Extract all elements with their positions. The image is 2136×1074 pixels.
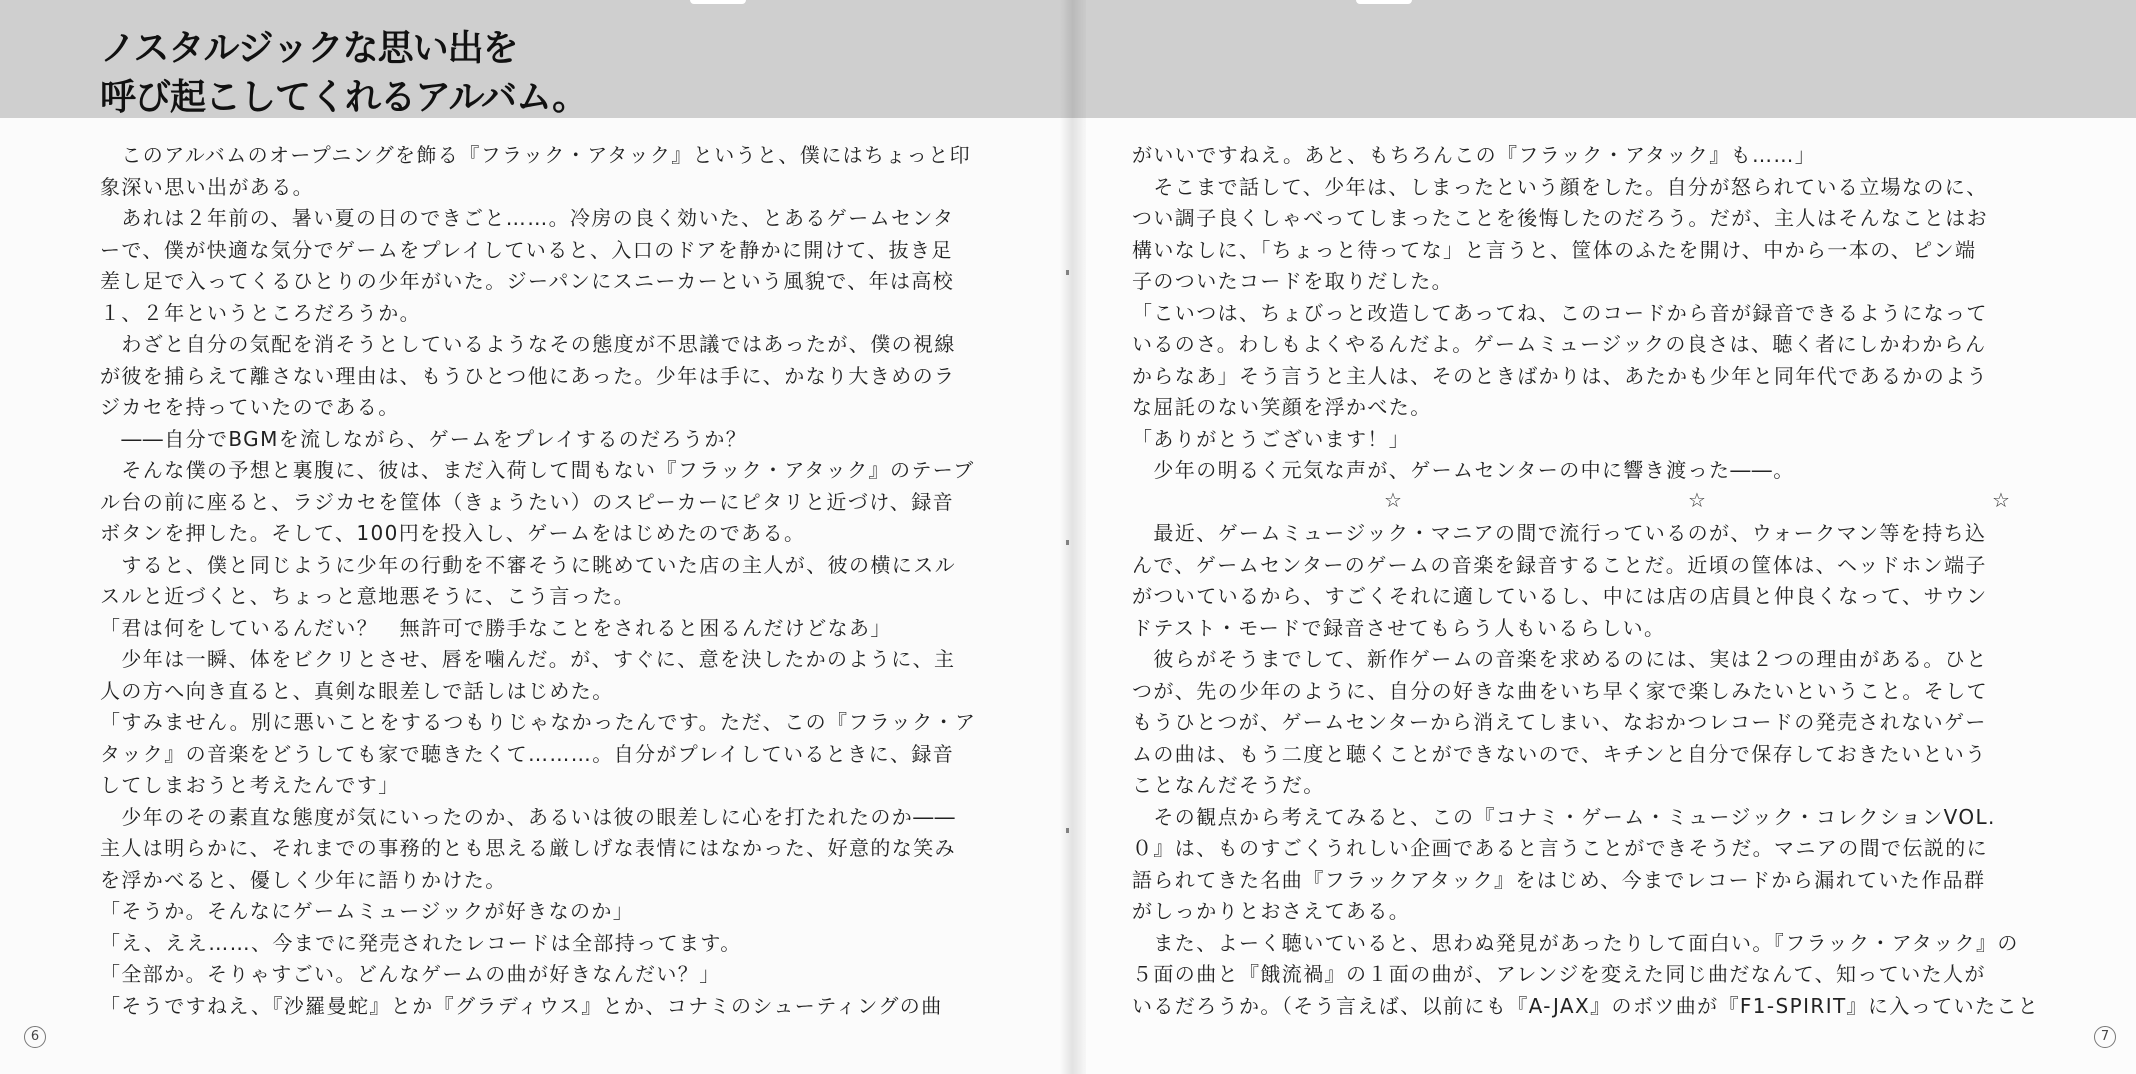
page-number-right: 7 <box>2094 1026 2116 1048</box>
text-line: 構いなしに、「ちょっと待ってな」と言うと、筐体のふたを開け、中から一本の、ピン端 <box>1132 237 1977 262</box>
text-line <box>1132 487 2039 519</box>
page-number-left: 6 <box>24 1026 46 1048</box>
text-line: ボタンを押した。そして、100円を投入し、ゲームをはじめたのである。 <box>100 521 806 545</box>
text-line: 人の方へ向き直ると、真剣な眼差しで話しはじめた。 <box>100 678 614 703</box>
text-line: 「すみません。別に悪いことをするつもりじゃなかったんです。ただ、この『フラック・ア <box>100 710 977 734</box>
article-body-left <box>100 140 976 1022</box>
text-line: がいいですねえ。あと、もちろんこの『フラック・アタック』も……」 <box>1132 143 1817 167</box>
text-line: スルと近づくと、ちょっと意地悪そうに、こう言った。 <box>100 584 635 608</box>
text-line: １、２年というところだろうか。 <box>100 300 421 325</box>
text-line: その観点から考えてみると、この『コナミ・ゲーム・ミュージック・コレクションVOL. <box>1132 804 1996 829</box>
text-line: 「君は何をしているんだい？ 無許可で勝手なことをされると困るんだけどなあ」 <box>100 615 892 640</box>
text-line: ５面の曲と『餓流禍』の１面の曲が、アレンジを変えた同じ曲だなんて、知っていた人が <box>1132 962 1986 986</box>
text-line: 主人は明らかに、それまでの事務的とも思える厳しげな表情にはなかった、好意的な笑み <box>100 836 956 860</box>
title-line-1: ノスタルジックな思い出を <box>100 28 518 69</box>
text-line: な屈託のない笑顔を浮かべた。 <box>1132 395 1432 419</box>
text-line: わざと自分の気配を消そうとしているようなその態度が不思議ではあったが、僕の視線 <box>100 332 956 356</box>
text-line: つい調子良くしゃべってしまったことを後悔したのだろう。だが、主人はそんなことはお <box>1132 206 1988 230</box>
text-line: 「そうですねえ、『沙羅曼蛇』とか『グラディウス』とか、コナミのシューティングの曲 <box>100 993 943 1018</box>
text-line: 「ありがとうございます！」 <box>1132 426 1411 451</box>
text-line: 「こいつは、ちょびっと改造してあってね、このコードから音が録音できるようになって <box>1132 300 1988 325</box>
text-line: してしまおうと考えたんです」 <box>100 773 400 797</box>
text-line: すると、僕と同じように少年の行動を不審そうに眺めていた店の主人が、彼の横にスル <box>100 552 956 577</box>
booklet-edge <box>690 0 746 4</box>
text-line: がついているから、すごくそれに適しているし、中には店の店員と仲良くなって、サウン <box>1132 584 1988 608</box>
text-line: が彼を捕らえて離さない理由は、もうひとつ他にあった。少年は手に、かなり大きめのラ <box>100 363 956 388</box>
star-ornament: ☆ <box>1992 488 2010 512</box>
text-line: いるのさ。わしもよくやるんだよ。ゲームミュージックの良さは、聴く者にしかわからん <box>1132 332 1987 356</box>
right-page <box>1072 0 2136 1074</box>
text-line: 少年のその素直な態度が気にいったのか、あるいは彼の眼差しに心を打たれたのか―― <box>100 804 956 829</box>
booklet-edge <box>1356 0 1412 4</box>
text-line: 少年は一瞬、体をビクリとさせ、唇を噛んだ。が、すぐに、意を決したかのように、主 <box>100 647 956 671</box>
text-line: また、よーく聴いていると、思わぬ発見があったりして面白い。『フラック・アタック』の <box>1132 930 2019 955</box>
header-band <box>1072 0 2136 118</box>
star-ornament: ☆ <box>1688 488 1706 512</box>
text-line: 差し足で入ってくるひとりの少年がいた。ジーパンにスニーカーという風貌で、年は高校 <box>100 269 955 293</box>
text-line: からなあ」そう言うと主人は、そのときばかりは、あたかも少年と同年代であるかのよう <box>1132 363 1988 388</box>
text-line: つが、先の少年のように、自分の好きな曲をいち早く家で楽しみたいということ。そして <box>1132 678 1988 703</box>
page-title <box>100 24 587 122</box>
text-line: このアルバムのオープニングを飾る『フラック・アタック』というと、僕にはちょっと印 <box>100 143 971 167</box>
text-line: 最近、ゲームミュージック・マニアの間で流行っているのが、ウォークマン等を持ち込 <box>1132 521 1987 545</box>
text-line: ジカセを持っていたのである。 <box>100 395 400 419</box>
text-line: 「全部か。そりゃすごい。どんなゲームの曲が好きなんだい？」 <box>100 962 721 986</box>
text-line: がしっかりとおさえてある。 <box>1132 899 1411 923</box>
text-line: もうひとつが、ゲームセンターから消えてしまい、なおかつレコードの発売されないゲー <box>1132 710 1987 734</box>
text-line: いるだろうか。（そう言えば、以前にも『A-JAX』のボツ曲が『F1-SPIRIT』に入っていたこと <box>1132 993 2040 1018</box>
text-line: あれは２年前の、暑い夏の日のできごと……。冷房の良く効いた、とあるゲームセンタ <box>100 206 955 230</box>
text-line: 「そうか。そんなにゲームミュージックが好きなのか」 <box>100 899 635 923</box>
title-line-2: 呼び起こしてくれるアルバム。 <box>100 77 588 118</box>
page-gutter <box>1060 0 1086 1074</box>
text-line: 子のついたコードを取りだした。 <box>1132 269 1453 293</box>
text-line: 少年の明るく元気な声が、ゲームセンターの中に響き渡った――。 <box>1132 458 1795 482</box>
text-line: タック』の音楽をどうしても家で聴きたくて………。自分がプレイしているときに、録音 <box>100 741 955 766</box>
text-line: そこまで話して、少年は、しまったという顔をした。自分が怒られている立場なのに、 <box>1132 174 1988 199</box>
text-line: ドテスト・モードで録音させてもらう人もいるらしい。 <box>1132 615 1666 640</box>
text-line: を浮かべると、優しく少年に語りかけた。 <box>100 867 507 892</box>
article-body-right <box>1132 140 2039 1022</box>
text-line: ――自分でBGMを流しながら、ゲームをプレイするのだろうか？ <box>100 426 748 451</box>
star-ornament: ☆ <box>1384 488 1402 512</box>
text-line: 彼らがそうまでして、新作ゲームの音楽を求めるのには、実は２つの理由がある。ひと <box>1132 647 1988 671</box>
text-line: 語られてきた名曲『フラックアタック』をはじめ、今までレコードから漏れていた作品群 <box>1132 867 1986 892</box>
text-line: ことなんだそうだ。 <box>1132 773 1325 797</box>
text-line: そんな僕の予想と裏腹に、彼は、まだ入荷して間もない『フラック・アタック』のテーブ <box>100 458 975 482</box>
text-line: んで、ゲームセンターのゲームの音楽を録音することだ。近頃の筐体は、ヘッドホン端子 <box>1132 552 1987 577</box>
text-line: 象深い思い出がある。 <box>100 174 314 199</box>
text-line: ーで、僕が快適な気分でゲームをプレイしていると、入口のドアを静かに開けて、抜き足 <box>100 237 953 262</box>
text-line: ル台の前に座ると、ラジカセを筐体（きょうたい）のスピーカーにピタリと近づけ、録音 <box>100 489 954 514</box>
text-line: ムの曲は、もう二度と聴くことができないので、キチンと自分で保存しておきたいという <box>1132 741 1987 766</box>
text-line: 「え、ええ……、今までに発売されたレコードは全部持ってます。 <box>100 930 742 955</box>
text-line: ０』は、ものすごくうれしい企画であると言うことができそうだ。マニアの間で伝説的に <box>1132 836 1988 860</box>
